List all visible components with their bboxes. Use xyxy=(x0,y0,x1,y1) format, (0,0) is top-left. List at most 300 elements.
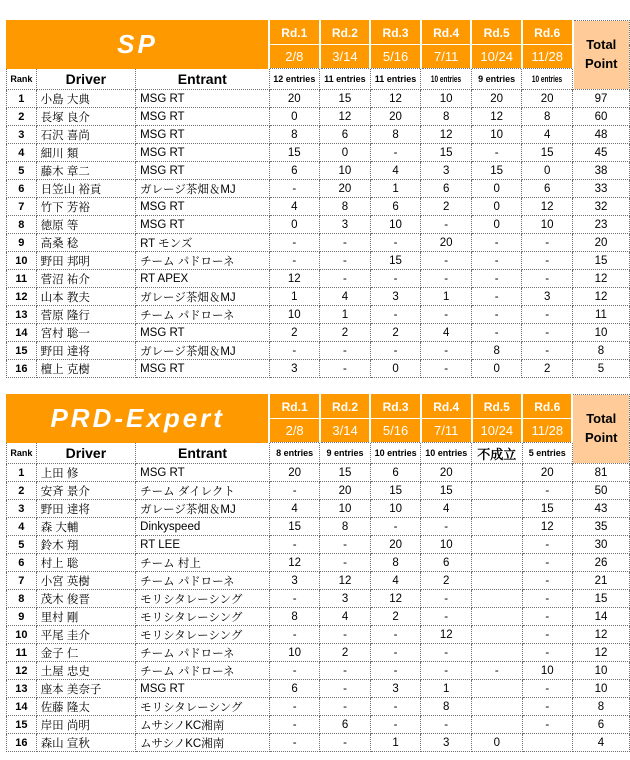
total-cell: 26 xyxy=(572,554,629,572)
table-row xyxy=(7,500,630,518)
points-cell: 8 xyxy=(522,108,573,126)
total-cell: 11 xyxy=(573,306,630,324)
points-cell: - xyxy=(471,306,521,324)
driver-cell: 野田 達将 xyxy=(36,342,135,360)
driver-cell: 茂木 俊晋 xyxy=(36,590,135,608)
points-cell: - xyxy=(269,234,320,252)
points-cell: - xyxy=(370,144,421,162)
round-date: 11/28 xyxy=(522,45,573,69)
entrant-cell: MSG RT xyxy=(136,216,269,234)
points-cell: 15 xyxy=(421,144,472,162)
column-header-row xyxy=(7,69,630,90)
points-cell: 20 xyxy=(320,482,370,500)
driver-cell: 小島 大典 xyxy=(36,90,135,108)
rank-column-header: Rank xyxy=(7,69,37,90)
points-cell: - xyxy=(320,252,371,270)
points-cell: - xyxy=(522,608,572,626)
entrant-cell: ムサシノKC湘南 xyxy=(136,716,270,734)
points-cell: 15 xyxy=(269,518,319,536)
points-cell: 3 xyxy=(370,288,421,306)
entrant-cell: ガレージ茶畑＆MJ xyxy=(136,500,270,518)
total-cell: 12 xyxy=(572,626,629,644)
points-cell: 6 xyxy=(421,180,472,198)
driver-cell: 小宮 英樹 xyxy=(36,572,135,590)
entrant-cell: RT LEE xyxy=(136,536,270,554)
points-cell: - xyxy=(421,252,472,270)
round-date: 7/11 xyxy=(421,45,472,69)
points-cell: 15 xyxy=(269,144,320,162)
total-cell: 81 xyxy=(572,464,629,482)
total-cell: 50 xyxy=(572,482,629,500)
entrant-column-header: Entrant xyxy=(136,69,269,90)
points-cell: 12 xyxy=(522,518,572,536)
table-row xyxy=(7,144,630,162)
points-cell: 12 xyxy=(471,108,521,126)
points-cell: 0 xyxy=(471,360,521,378)
entrant-cell: チーム パドローネ xyxy=(136,662,270,680)
table-row xyxy=(7,572,630,590)
driver-cell: 日笠山 裕貢 xyxy=(36,180,135,198)
points-cell: 0 xyxy=(522,162,573,180)
round-entries xyxy=(472,443,523,464)
entrant-cell: RT APEX xyxy=(136,270,269,288)
rank-cell: 3 xyxy=(7,500,37,518)
table-row xyxy=(7,342,630,360)
driver-cell: 座本 美奈子 xyxy=(36,680,135,698)
rank-cell: 6 xyxy=(7,180,37,198)
points-cell: 2 xyxy=(370,324,421,342)
points-cell: 6 xyxy=(320,126,371,144)
points-cell: - xyxy=(421,644,472,662)
points-cell: - xyxy=(370,716,421,734)
points-cell: 6 xyxy=(370,198,421,216)
points-cell: 15 xyxy=(370,252,421,270)
points-cell: 0 xyxy=(471,216,521,234)
points-cell: 2 xyxy=(421,198,472,216)
round-header: Rd.2 xyxy=(320,395,370,419)
points-cell: - xyxy=(471,234,521,252)
points-cell: - xyxy=(471,288,521,306)
rank-cell: 3 xyxy=(7,126,37,144)
driver-cell: 竹下 芳裕 xyxy=(36,198,135,216)
points-cell: 1 xyxy=(421,680,472,698)
total-cell: 8 xyxy=(573,342,630,360)
points-cell: 10 xyxy=(320,500,370,518)
points-cell: - xyxy=(269,252,320,270)
points-cell: - xyxy=(269,590,319,608)
points-cell: 20 xyxy=(269,464,319,482)
round-header: Rd.3 xyxy=(370,21,421,45)
round-entries-text: 5 entries xyxy=(528,448,566,458)
points-cell: 0 xyxy=(471,180,521,198)
rank-cell: 15 xyxy=(7,716,37,734)
round-entries-text: 10 entries xyxy=(425,448,468,458)
round-header: Rd.5 xyxy=(472,395,523,419)
points-cell xyxy=(472,536,523,554)
points-cell: - xyxy=(269,626,319,644)
points-cell: 4 xyxy=(421,500,472,518)
driver-cell: 鈴木 翔 xyxy=(36,536,135,554)
entrant-cell: MSG RT xyxy=(136,360,269,378)
driver-cell: 山本 教夫 xyxy=(36,288,135,306)
round-date: 2/8 xyxy=(269,419,319,443)
total-cell: 60 xyxy=(573,108,630,126)
round-entries-text: 10 entries xyxy=(431,74,462,84)
points-cell: 1 xyxy=(269,288,320,306)
points-cell: 4 xyxy=(370,572,421,590)
round-header: Rd.4 xyxy=(421,395,472,419)
driver-cell: 里村 剛 xyxy=(36,608,135,626)
points-cell: 12 xyxy=(421,126,472,144)
round-date: 5/16 xyxy=(370,45,421,69)
points-cell: - xyxy=(320,360,371,378)
points-cell: 10 xyxy=(471,126,521,144)
points-cell: 3 xyxy=(269,360,320,378)
round-date: 10/24 xyxy=(471,45,521,69)
points-cell xyxy=(472,500,523,518)
points-cell: 12 xyxy=(522,198,573,216)
round-date: 11/28 xyxy=(522,419,572,443)
entrant-cell: チーム ダイレクト xyxy=(136,482,270,500)
table-row xyxy=(7,662,630,680)
total-cell: 12 xyxy=(573,288,630,306)
points-cell: 0 xyxy=(320,144,371,162)
points-cell: 8 xyxy=(471,342,521,360)
points-cell: 10 xyxy=(269,306,320,324)
table-row xyxy=(7,716,630,734)
entrant-cell: モリシタレーシング xyxy=(136,698,270,716)
points-cell xyxy=(472,464,523,482)
points-cell: 4 xyxy=(269,500,319,518)
entrant-cell: チーム 村上 xyxy=(136,554,270,572)
sp-standings-table xyxy=(6,20,630,378)
points-cell: 8 xyxy=(320,198,371,216)
points-cell: 4 xyxy=(370,162,421,180)
points-cell: - xyxy=(522,234,573,252)
driver-cell: 徳原 等 xyxy=(36,216,135,234)
points-cell: - xyxy=(522,342,573,360)
points-cell: 10 xyxy=(421,536,472,554)
points-cell: 8 xyxy=(370,126,421,144)
entrant-cell: MSG RT xyxy=(136,90,269,108)
total-point-header: Total Point xyxy=(573,21,630,90)
points-cell: 12 xyxy=(421,626,472,644)
table-row xyxy=(7,360,630,378)
rank-cell: 5 xyxy=(7,162,37,180)
total-cell: 43 xyxy=(572,500,629,518)
round-date: 3/14 xyxy=(320,45,371,69)
total-cell: 23 xyxy=(573,216,630,234)
points-cell: 10 xyxy=(370,500,421,518)
rank-cell: 15 xyxy=(7,342,37,360)
round-header: Rd.2 xyxy=(320,21,371,45)
points-cell: 10 xyxy=(421,90,472,108)
points-cell: 15 xyxy=(370,482,421,500)
points-cell: 20 xyxy=(522,90,573,108)
driver-cell: 金子 仁 xyxy=(36,644,135,662)
points-cell: - xyxy=(269,180,320,198)
entrant-cell: MSG RT xyxy=(136,144,269,162)
table-row xyxy=(7,270,630,288)
driver-cell: 細川 類 xyxy=(36,144,135,162)
points-cell: - xyxy=(522,626,572,644)
points-cell: - xyxy=(522,680,572,698)
rank-cell: 8 xyxy=(7,216,37,234)
rank-cell: 13 xyxy=(7,680,37,698)
points-cell: 0 xyxy=(472,734,523,752)
total-cell: 10 xyxy=(572,662,629,680)
table-row xyxy=(7,180,630,198)
round-entries-text: 8 entries xyxy=(276,448,314,458)
points-cell: - xyxy=(320,662,370,680)
round-date: 10/24 xyxy=(472,419,523,443)
points-cell: 12 xyxy=(320,108,371,126)
driver-column-header: Driver xyxy=(36,69,135,90)
entrant-cell: Dinkyspeed xyxy=(136,518,270,536)
rank-cell: 14 xyxy=(7,324,37,342)
points-cell: 2 xyxy=(269,324,320,342)
rank-cell: 11 xyxy=(7,270,37,288)
total-cell: 5 xyxy=(573,360,630,378)
rank-cell: 16 xyxy=(7,360,37,378)
entrant-cell: チーム パドローネ xyxy=(136,644,270,662)
round-header: Rd.4 xyxy=(421,21,472,45)
total-cell: 10 xyxy=(572,680,629,698)
points-cell: - xyxy=(320,234,371,252)
points-cell: 1 xyxy=(370,734,421,752)
points-cell: - xyxy=(472,662,523,680)
driver-cell: 野田 邦明 xyxy=(36,252,135,270)
points-cell: - xyxy=(269,482,319,500)
points-cell xyxy=(472,644,523,662)
points-cell: - xyxy=(522,306,573,324)
table-row xyxy=(7,126,630,144)
rank-cell: 16 xyxy=(7,734,37,752)
round-entries xyxy=(421,443,472,464)
total-cell: 20 xyxy=(573,234,630,252)
round-date: 3/14 xyxy=(320,419,370,443)
points-cell: - xyxy=(370,306,421,324)
total-cell: 30 xyxy=(572,536,629,554)
points-cell: - xyxy=(522,698,572,716)
round-entries-text: 11 entries xyxy=(374,74,417,84)
points-cell: 10 xyxy=(522,216,573,234)
driver-cell: 長塚 良介 xyxy=(36,108,135,126)
points-cell xyxy=(472,554,523,572)
points-cell: 4 xyxy=(269,198,320,216)
points-cell: 15 xyxy=(320,464,370,482)
points-cell: - xyxy=(320,554,370,572)
points-cell: 20 xyxy=(421,234,472,252)
points-cell: - xyxy=(421,608,472,626)
points-cell: 15 xyxy=(522,144,573,162)
round-entries-text: 10 entries xyxy=(532,74,563,84)
points-cell: 20 xyxy=(421,464,472,482)
points-cell: - xyxy=(320,680,370,698)
points-cell: - xyxy=(320,698,370,716)
driver-cell: 菅沼 祐介 xyxy=(36,270,135,288)
points-cell: 12 xyxy=(269,554,319,572)
rank-cell: 1 xyxy=(7,90,37,108)
points-cell: - xyxy=(522,482,572,500)
section-title: SP xyxy=(7,21,270,69)
points-cell: 20 xyxy=(522,464,572,482)
rank-cell: 7 xyxy=(7,572,37,590)
total-cell: 6 xyxy=(572,716,629,734)
rank-cell: 1 xyxy=(7,464,37,482)
points-cell: 0 xyxy=(370,360,421,378)
points-cell: 0 xyxy=(269,216,320,234)
rank-cell: 6 xyxy=(7,554,37,572)
points-cell: 12 xyxy=(370,90,421,108)
round-entries xyxy=(269,443,319,464)
points-cell: 2 xyxy=(421,572,472,590)
points-cell: 10 xyxy=(269,644,319,662)
points-cell: - xyxy=(522,252,573,270)
rank-cell: 9 xyxy=(7,234,37,252)
driver-cell: 石沢 喜尚 xyxy=(36,126,135,144)
points-cell: - xyxy=(370,342,421,360)
rank-cell: 4 xyxy=(7,518,37,536)
total-cell: 32 xyxy=(573,198,630,216)
total-cell: 35 xyxy=(572,518,629,536)
points-cell xyxy=(472,482,523,500)
table-row xyxy=(7,626,630,644)
total-cell: 4 xyxy=(572,734,629,752)
round-header: Rd.6 xyxy=(522,395,572,419)
points-cell xyxy=(472,626,523,644)
rank-cell: 10 xyxy=(7,626,37,644)
round-header: Rd.3 xyxy=(370,395,421,419)
round-entries xyxy=(370,69,421,90)
driver-cell: 土屋 忠史 xyxy=(36,662,135,680)
points-cell: 4 xyxy=(522,126,573,144)
driver-cell: 菅原 隆行 xyxy=(36,306,135,324)
entrant-cell: MSG RT xyxy=(136,108,269,126)
points-cell: - xyxy=(320,342,371,360)
rank-cell: 2 xyxy=(7,108,37,126)
table-row xyxy=(7,252,630,270)
points-cell: - xyxy=(522,324,573,342)
round-entries-text: 12 entries xyxy=(273,74,316,84)
total-cell: 8 xyxy=(572,698,629,716)
points-cell: - xyxy=(522,644,572,662)
points-cell: 6 xyxy=(269,162,320,180)
rank-cell: 10 xyxy=(7,252,37,270)
rank-cell: 12 xyxy=(7,288,37,306)
rank-cell: 14 xyxy=(7,698,37,716)
points-cell: 15 xyxy=(522,500,572,518)
points-cell: 3 xyxy=(522,288,573,306)
points-cell: - xyxy=(370,234,421,252)
points-cell: - xyxy=(421,518,472,536)
points-cell: - xyxy=(522,536,572,554)
points-cell: 6 xyxy=(370,464,421,482)
points-cell: 2 xyxy=(370,608,421,626)
entrant-cell: MSG RT xyxy=(136,464,270,482)
points-cell: - xyxy=(421,360,472,378)
points-cell xyxy=(472,698,523,716)
points-cell: - xyxy=(370,662,421,680)
points-cell: 1 xyxy=(421,288,472,306)
round-header: Rd.1 xyxy=(269,21,320,45)
points-cell: 6 xyxy=(269,680,319,698)
driver-cell: 高桑 稔 xyxy=(36,234,135,252)
points-cell: 8 xyxy=(370,554,421,572)
points-cell: 2 xyxy=(320,644,370,662)
points-cell: 4 xyxy=(320,608,370,626)
entrant-cell: MSG RT xyxy=(136,126,269,144)
table-row xyxy=(7,482,630,500)
total-cell: 45 xyxy=(573,144,630,162)
points-cell: 4 xyxy=(421,324,472,342)
driver-cell: 安斉 景介 xyxy=(36,482,135,500)
points-cell: - xyxy=(522,270,573,288)
points-cell: 15 xyxy=(421,482,472,500)
entrant-cell: ガレージ茶畑＆MJ xyxy=(136,288,269,306)
table-row xyxy=(7,288,630,306)
round-entries-text: 不成立 xyxy=(477,446,517,462)
points-cell: 0 xyxy=(269,108,320,126)
table-row xyxy=(7,464,630,482)
driver-cell: 野田 達将 xyxy=(36,500,135,518)
table-row xyxy=(7,644,630,662)
column-header-row xyxy=(7,443,630,464)
table-row xyxy=(7,162,630,180)
driver-cell: 平尾 圭介 xyxy=(36,626,135,644)
points-cell: - xyxy=(320,626,370,644)
rank-cell: 12 xyxy=(7,662,37,680)
table-row xyxy=(7,234,630,252)
entrant-cell: RT モンズ xyxy=(136,234,269,252)
points-cell: 6 xyxy=(320,716,370,734)
round-entries-text: 9 entries xyxy=(326,448,364,458)
table-row xyxy=(7,324,630,342)
points-cell: - xyxy=(269,716,319,734)
entrant-cell: MSG RT xyxy=(136,162,269,180)
points-cell: - xyxy=(320,536,370,554)
round-header: Rd.5 xyxy=(471,21,521,45)
driver-cell: 檀上 克樹 xyxy=(36,360,135,378)
total-cell: 33 xyxy=(573,180,630,198)
points-cell: - xyxy=(269,662,319,680)
points-cell: - xyxy=(471,144,521,162)
entrant-cell: チーム パドローネ xyxy=(136,306,269,324)
total-cell: 15 xyxy=(572,590,629,608)
total-cell: 97 xyxy=(573,90,630,108)
points-cell: - xyxy=(421,342,472,360)
points-cell: 3 xyxy=(320,216,371,234)
points-cell: - xyxy=(269,342,320,360)
round-entries-text: 9 entries xyxy=(478,74,516,84)
points-cell: 1 xyxy=(370,180,421,198)
driver-cell: 森 大輔 xyxy=(36,518,135,536)
round-entries xyxy=(471,69,521,90)
points-cell: - xyxy=(471,324,521,342)
points-cell: - xyxy=(370,518,421,536)
points-cell: - xyxy=(269,734,319,752)
table-row xyxy=(7,108,630,126)
total-cell: 21 xyxy=(572,572,629,590)
table-row xyxy=(7,734,630,752)
round-entries xyxy=(421,69,472,90)
points-cell: - xyxy=(522,572,572,590)
entrant-cell: ガレージ茶畑＆MJ xyxy=(136,180,269,198)
round-entries xyxy=(320,69,371,90)
table-row xyxy=(7,198,630,216)
driver-cell: 宮村 聡一 xyxy=(36,324,135,342)
points-cell: 8 xyxy=(421,108,472,126)
